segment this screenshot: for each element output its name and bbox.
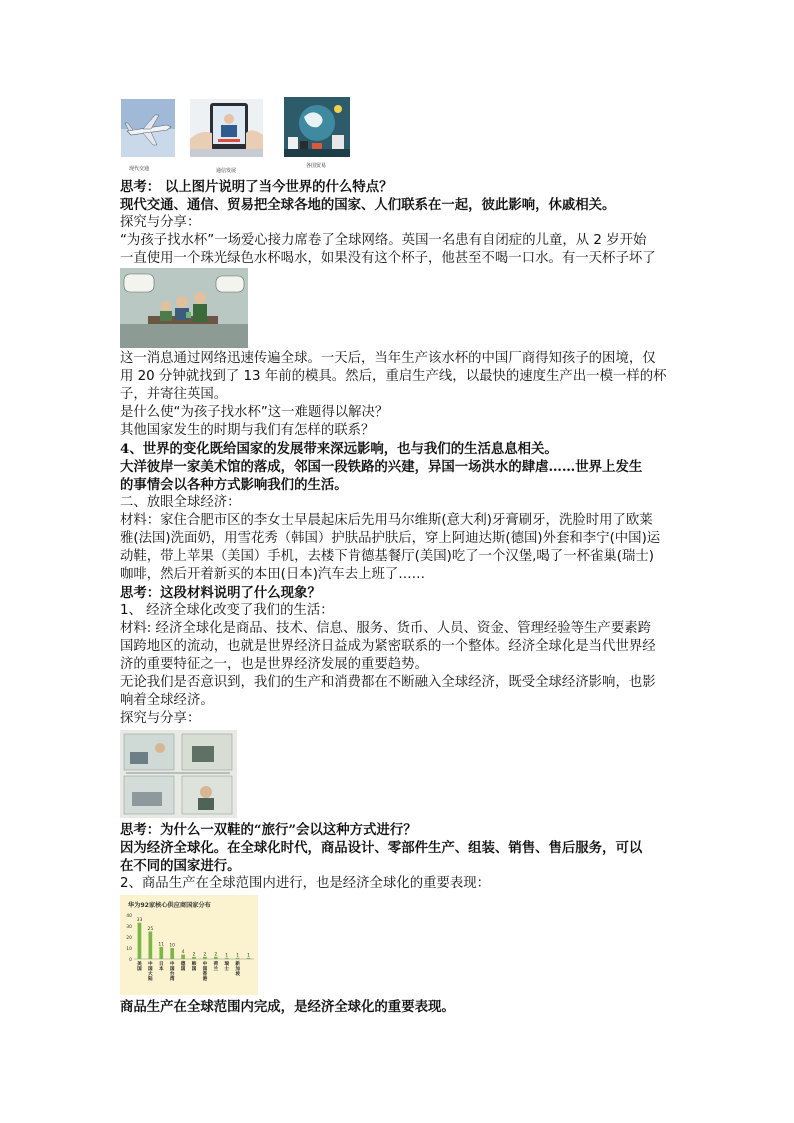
data-label: 2 [214,952,218,958]
paragraph-cup-4: 用 20 分钟就找到了 13 年前的模具。然后，重启生产线，以最快的速度生产出一模一样的杯 [120,369,667,384]
tablet-video-call-image [190,99,263,157]
y-tick-label: 20 [126,935,132,941]
data-label: 2 [192,952,196,958]
section-2-heading: 二、放眼全球经济： [120,495,241,510]
material-1-line-4: 咖啡，然后开着新买的本田(日本)汽车去上班了…… [120,567,426,582]
y-tick-label: 10 [126,946,132,952]
bar [159,947,163,959]
x-tick-label: 中国大陆 [148,962,153,982]
point-4: 4、世界的变化既给国家的发展带来深远影响，也与我们的生活息息相关。 [120,441,558,457]
data-label: 10 [169,943,176,949]
tablet-caption: 通信发展 [215,168,236,174]
data-label: 33 [136,918,143,924]
answer-1: 现代交通、通信、贸易把全球各地的国家、人们联系在一起，彼此影响，休戚相关。 [120,197,616,213]
airplane-caption: 现代交通 [128,166,149,172]
x-tick-label: 德国 [180,962,186,972]
question-connection: 其他国家发生的时期与我们有怎样的联系？ [120,423,375,438]
chart-title: 华为92家核心供应商国家分布 [128,902,211,909]
data-label: 1 [247,953,250,959]
x-tick-label: 瑞士 [224,962,230,972]
question-cup: 是什么使“为孩子找水杯”这一难题得以解决？ [120,405,389,420]
conclusion: 商品生产在全球范围内完成，是经济全球化的重要表现。 [120,999,455,1015]
material-2-line-1: 材料: 经济全球化是商品、技术、信息、服务、货币、人员、资金、管理经验等生产要素跨 [120,621,651,636]
world-trade-image [284,97,350,157]
think-question-3: 思考：为什么一双鞋的“旅行”会以这种方式进行？ [120,822,417,838]
material-2-line-4: 无论我们是否意识到，我们的生产和消费都在不断融入全球经济，既受全球经济影响，也影 [120,675,656,690]
data-label: 4 [181,950,185,956]
x-tick-label: 中国香港 [202,962,208,982]
think-question-2: 思考：这段材料说明了什么现象？ [120,585,321,601]
paragraph-cup-3: 这一消息通过网络迅速传遍全球。一天后，当年生产该水杯的中国厂商得知孩子的困境，仅 [120,351,656,366]
bar [181,955,185,959]
point-4-detail-1: 大洋彼岸一家美术馆的落成，邻国一段铁路的兴建，异国一场洪水的肆虐……世界上发生 [120,459,643,475]
think-question-1: 思考： 以上图片说明了当今世界的什么特点？ [120,179,393,195]
point-4-detail-2: 的事情会以各种方式影响我们的生活。 [120,477,348,493]
material-2-line-5: 响着全球经济。 [120,693,214,708]
explore-share-heading-2: 探究与分享： [120,711,201,726]
x-tick-label: 荷兰 [213,962,219,972]
point-2-heading: 2、商品生产在全球范围内进行，也是经济全球化的重要表现： [120,876,491,891]
material-2-line-3: 济的重要特征之一，也是世界经济发展的重要趋势。 [120,657,428,672]
data-label: 1 [225,953,229,959]
material-1-line-3: 动鞋，带上苹果（美国）手机，去楼下肯德基餐厅(美国)吃了一个汉堡,喝了一杯雀巢(瑞士) [120,549,654,564]
x-tick-label: 中国台湾 [169,962,175,982]
x-tick-label: 日本 [158,962,164,972]
answer-3-line-2: 在不同的国家进行。 [120,858,241,874]
paragraph-cup-2: 一直使用一个珠光绿色水杯喝水，如果没有这个杯子，他甚至不喝一口水。有一天杯子坏了 [120,251,656,266]
paragraph-cup-1: “为孩子找水杯”一场爱心接力席卷了全球网络。英国一名患有自闭症的儿童，从 2 岁开始 [120,233,647,248]
data-label: 11 [158,942,165,948]
x-tick-label: 韩国 [191,962,197,972]
point-1-heading: 1、 经济全球化改变了我们的生活： [120,603,334,618]
material-1-line-1: 材料：家住合肥市区的李女士早晨起床后先用马尔维斯(意大利)牙膏刷牙，洗脸时用了欧莱 [120,513,653,528]
cup-story-image [120,268,248,348]
shoe-journey-image [120,730,237,818]
x-tick-label: 新加坡 [235,962,240,977]
material-1-line-2: 雅(法国)洗面奶，用雪花秀（韩国）护肤品护肤后，穿上阿迪达斯(德国)外套和李宁(中国)运 [120,531,661,546]
bar [138,923,142,959]
data-label: 1 [236,953,240,959]
x-tick-label: 美国 [137,962,142,972]
bar [170,948,174,959]
y-tick-label: 40 [126,913,132,919]
explore-share-heading-1: 探究与分享： [120,215,201,230]
supplier-chart [120,895,258,995]
y-tick-label: 30 [126,924,132,930]
bar [149,932,153,960]
paragraph-cup-5: 子，并寄往英国。 [120,387,228,402]
airplane-image [121,99,175,157]
y-tick-label: 0 [129,957,132,963]
world-trade-caption: 各国贸易 [305,163,326,169]
data-label: 2 [203,952,207,958]
data-label: 25 [147,927,154,932]
supplier-chart-svg [120,895,258,995]
answer-3-line-1: 因为经济全球化。在全球化时代，商品设计、零部件生产、组装、销售、售后服务，可以 [120,840,643,856]
material-2-line-2: 国跨地区的流动，也就是世界经济日益成为紧密联系的一个整体。经济全球化是当代世界经 [120,639,656,654]
